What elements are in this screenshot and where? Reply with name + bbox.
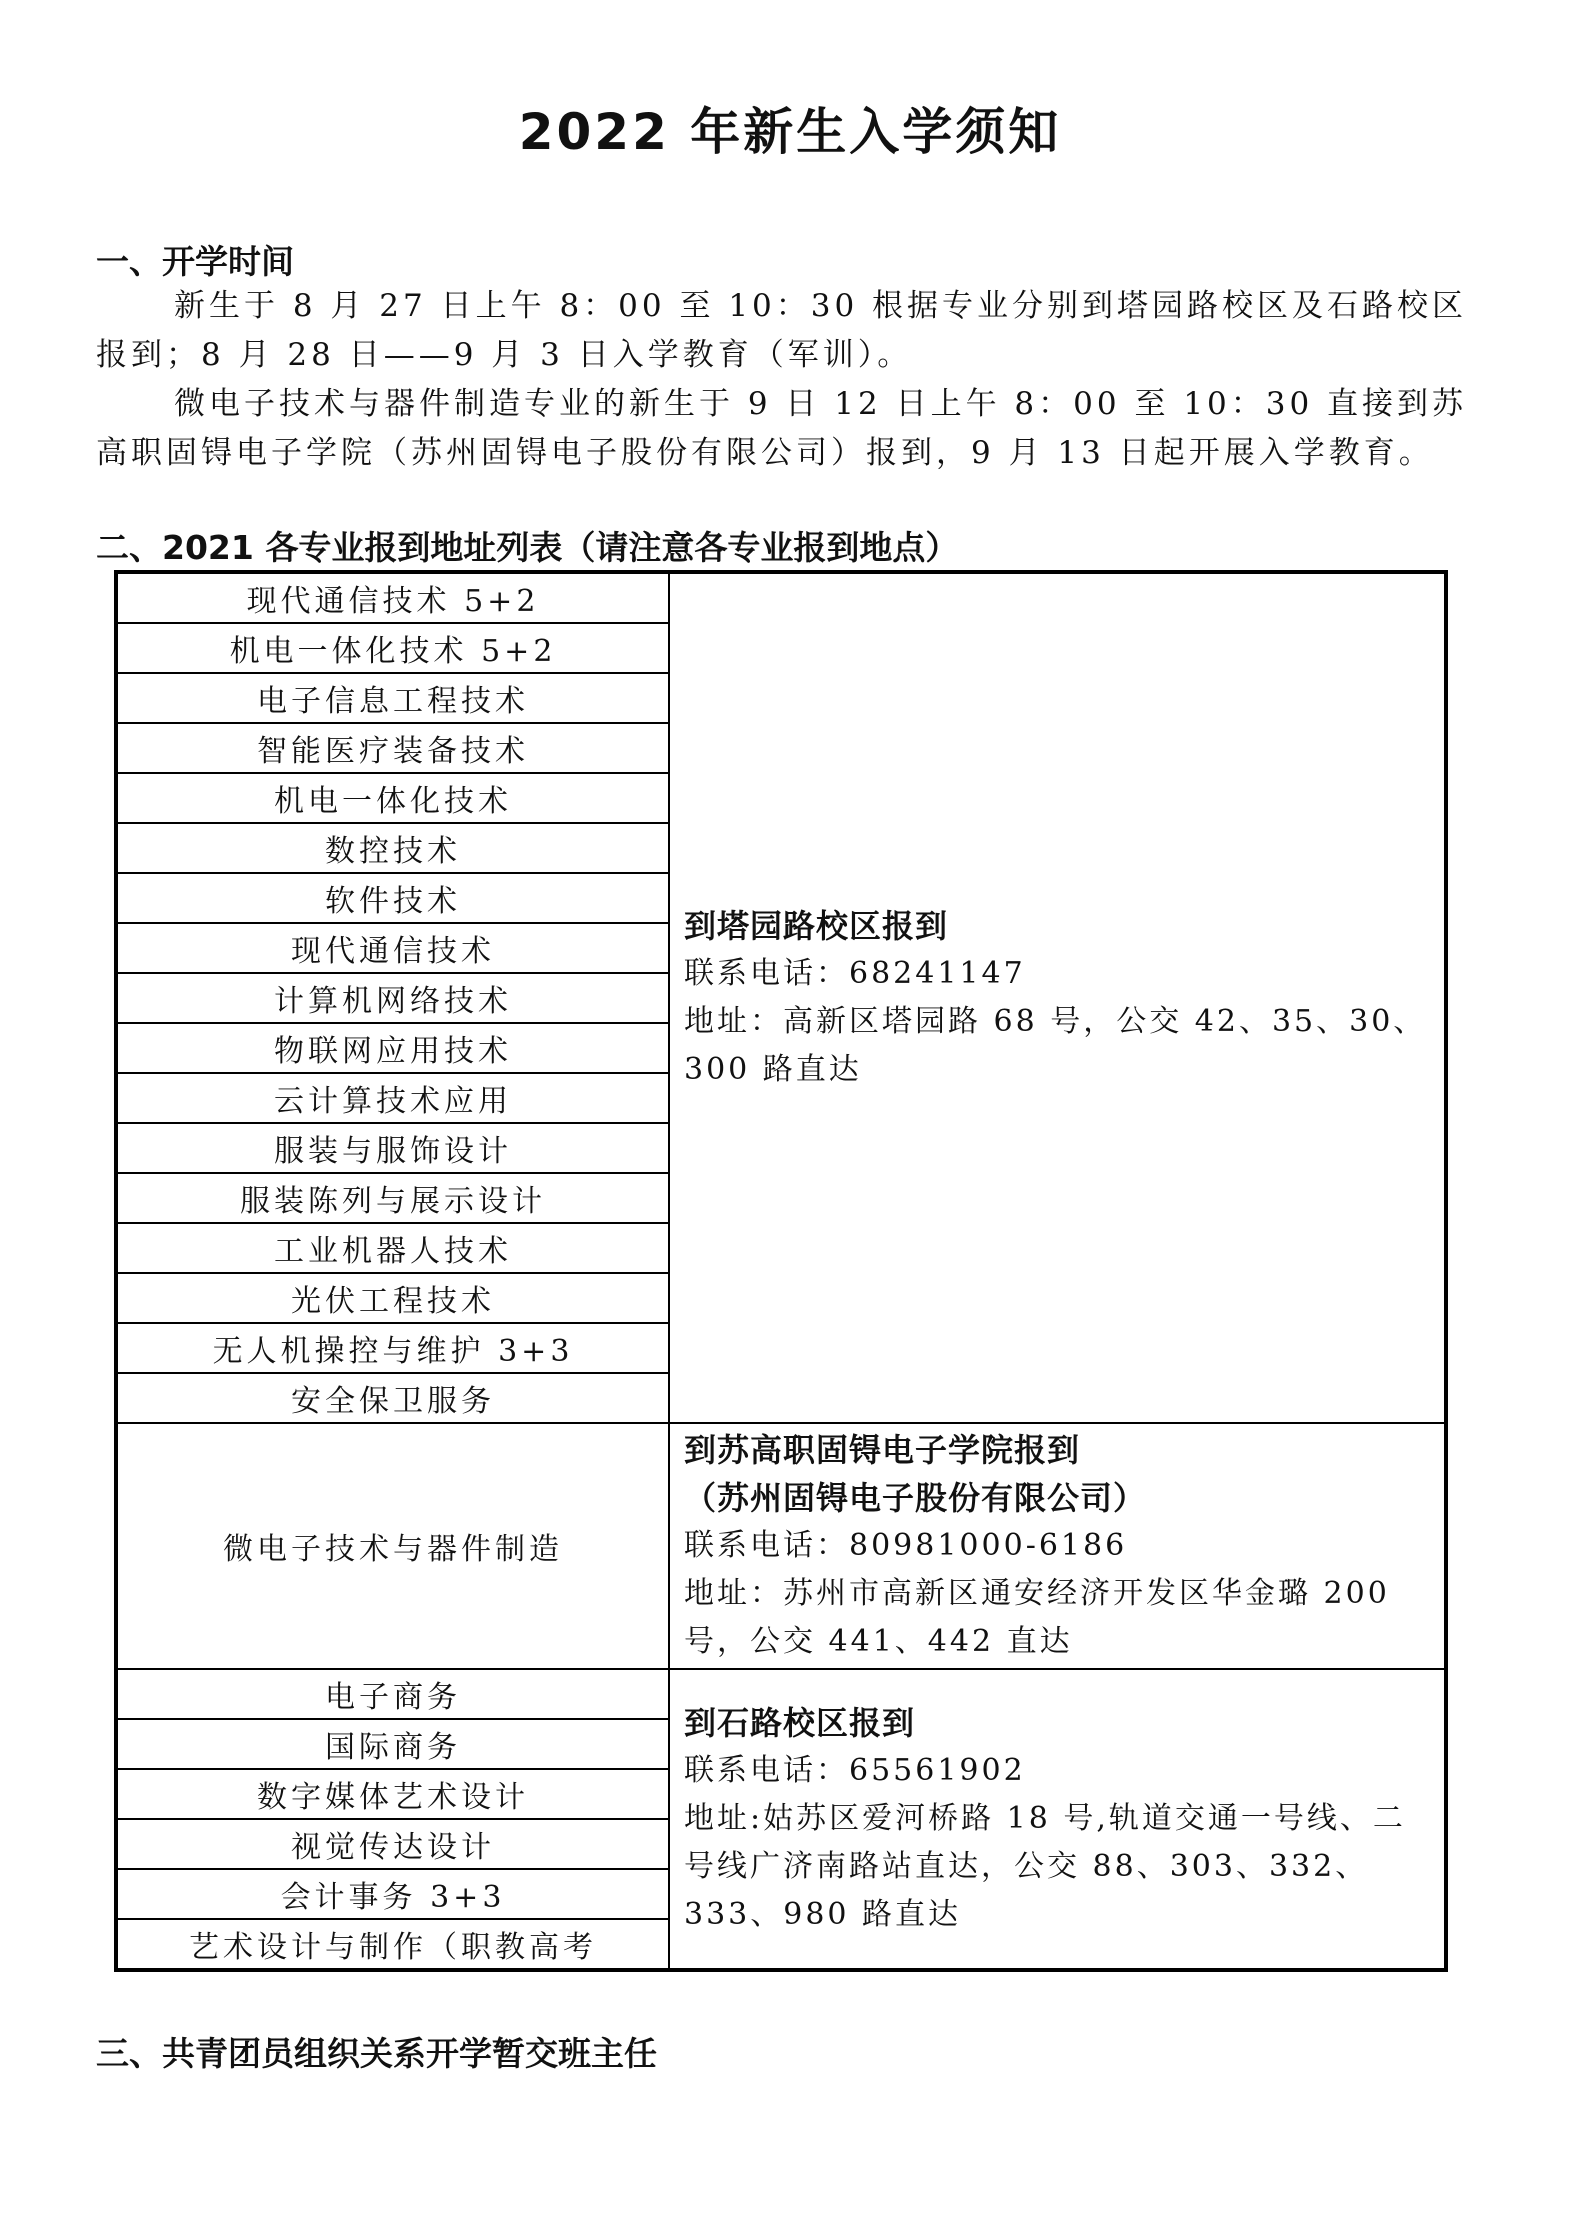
group2-location-company: （苏州固锝电子股份有限公司） [684, 1479, 1147, 1517]
section1-paragraph-2: 微电子技术与器件制造专业的新生于 9 日 12 日上午 8：00 至 10：30 直接到苏高职固锝电子学院（苏州固锝电子股份有限公司）报到，9 月 13 日起开展入学教育。 [96, 386, 1468, 471]
major-cell: 无人机操控与维护 3+3 [116, 1323, 669, 1373]
table-row [116, 1423, 1446, 1669]
group2-address: 地址：苏州市高新区通安经济开发区华金璐 200 号，公交 441、442 直达 [684, 1576, 1390, 1659]
major-cell: 现代通信技术 5+2 [116, 572, 669, 623]
registration-table [114, 570, 1448, 1972]
major-cell: 艺术设计与制作（职教高考 [116, 1919, 669, 1970]
group3-rows [116, 1669, 1446, 1970]
major-cell: 软件技术 [116, 873, 669, 923]
group2-phone: 联系电话：80981000-6186 [684, 1528, 1128, 1563]
group1-phone: 联系电话：68241147 [684, 956, 1026, 991]
major-cell: 计算机网络技术 [116, 973, 669, 1023]
group1-info-cell [669, 572, 1446, 1423]
major-cell: 光伏工程技术 [116, 1273, 669, 1323]
major-cell: 电子信息工程技术 [116, 673, 669, 723]
table-row [116, 572, 1446, 623]
major-cell: 服装与服饰设计 [116, 1123, 669, 1173]
group2-rows [116, 1423, 1446, 1669]
major-cell: 数字媒体艺术设计 [116, 1769, 669, 1819]
section1-paragraph-1: 新生于 8 月 27 日上午 8：00 至 10：30 根据专业分别到塔园路校区及石路校区报到；8 月 28 日——9 月 3 日入学教育（军训）。 [96, 288, 1468, 373]
group1-address: 地址：高新区塔园路 68 号，公交 42、35、30、300 路直达 [684, 1004, 1427, 1087]
major-cell: 数控技术 [116, 823, 669, 873]
major-cell: 机电一体化技术 [116, 773, 669, 823]
major-cell: 智能医疗装备技术 [116, 723, 669, 773]
section2-heading: 二、2021 各专业报到地址列表（请注意各专业报到地点） [96, 528, 959, 567]
major-cell: 安全保卫服务 [116, 1373, 669, 1423]
group3-phone: 联系电话：65561902 [684, 1753, 1026, 1788]
section3-heading: 三、共青团员组织关系开学暂交班主任 [96, 2034, 657, 2073]
major-cell: 机电一体化技术 5+2 [116, 623, 669, 673]
group2-location: 到苏高职固锝电子学院报到 [684, 1431, 1081, 1469]
table-row [116, 1669, 1446, 1719]
major-cell: 工业机器人技术 [116, 1223, 669, 1273]
page-title: 2022 年新生入学须知 [518, 103, 1062, 161]
major-cell: 国际商务 [116, 1719, 669, 1769]
major-cell: 电子商务 [116, 1669, 669, 1719]
group3-location: 到石路校区报到 [684, 1704, 916, 1742]
group3-address: 地址:姑苏区爱河桥路 18 号,轨道交通一号线、二号线广济南路站直达，公交 88、303、332、333、980 路直达 [684, 1801, 1406, 1932]
group1-location: 到塔园路校区报到 [684, 907, 949, 945]
section1-heading: 一、开学时间 [96, 242, 294, 281]
major-cell: 服装陈列与展示设计 [116, 1173, 669, 1223]
group3-info-cell [669, 1669, 1446, 1970]
major-cell: 会计事务 3+3 [116, 1869, 669, 1919]
major-cell: 物联网应用技术 [116, 1023, 669, 1073]
group2-info-cell [669, 1423, 1446, 1669]
group1-rows [116, 572, 1446, 1423]
major-cell: 云计算技术应用 [116, 1073, 669, 1123]
major-cell: 视觉传达设计 [116, 1819, 669, 1869]
major-cell: 现代通信技术 [116, 923, 669, 973]
major-cell: 微电子技术与器件制造 [116, 1423, 669, 1669]
